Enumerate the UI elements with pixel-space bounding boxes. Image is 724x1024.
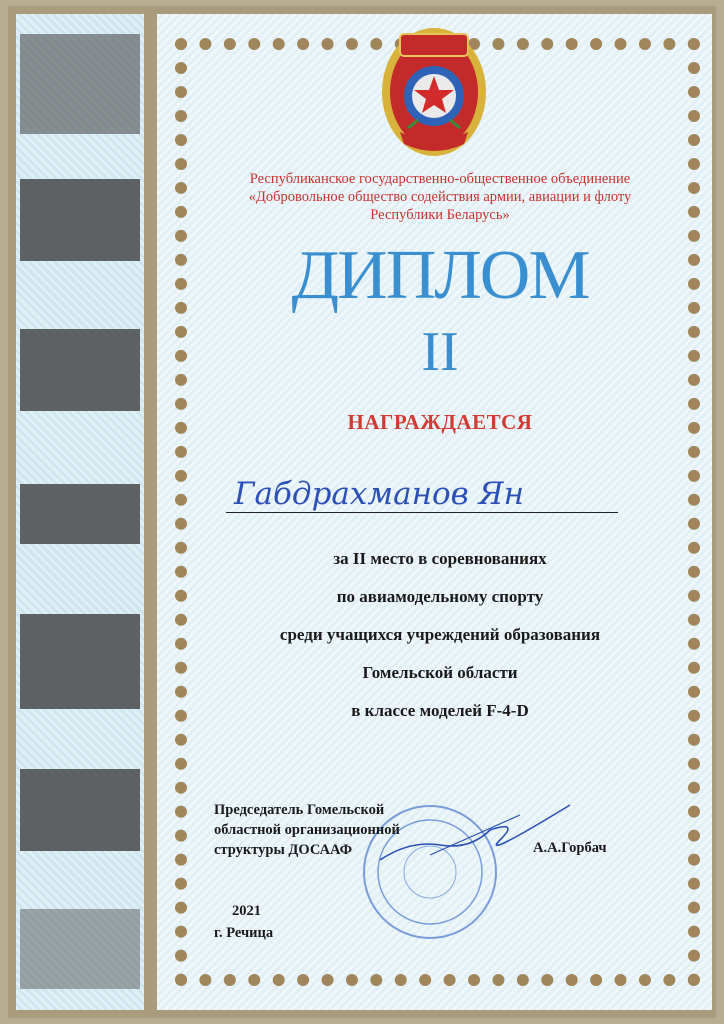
motocross-photo xyxy=(20,329,140,411)
organization-name xyxy=(200,170,680,224)
signatory-line-1: Председатель Гомельской xyxy=(214,802,385,818)
awarded-heading: НАГРАЖДАЕТСЯ xyxy=(347,410,533,434)
reason-line-2: по авиамодельному спорту xyxy=(336,587,544,606)
reason-line-1: за II место в соревнованиях xyxy=(333,549,547,568)
award-reason xyxy=(200,540,680,730)
dosaaf-emblem-icon xyxy=(378,20,490,165)
diver-photo xyxy=(20,769,140,851)
reason-line-4: Гомельской области xyxy=(362,663,518,682)
reason-line-5: в классе моделей F-4-D xyxy=(351,701,529,720)
signatory-line-3: структуры ДОСААФ xyxy=(214,842,353,858)
recipient-underline xyxy=(226,512,618,513)
issue-place: г. Речица xyxy=(214,925,274,941)
shooter-photo xyxy=(20,614,140,709)
organization-line-2: «Добровольное общество содействия армии, авиации и флоту xyxy=(248,189,632,205)
pilot-photo xyxy=(20,179,140,261)
side-photo-strip xyxy=(16,14,144,1010)
reason-line-3: среди учащихся учреждений образования xyxy=(279,625,601,644)
signatory-name: А.А.Горбач xyxy=(533,840,607,856)
diploma-title: ДИПЛОМ xyxy=(291,237,589,314)
issue-year: 2021 xyxy=(232,903,261,919)
organization-line-1: Республиканское государственно-общественное объединение xyxy=(249,171,631,187)
parachute-photo xyxy=(20,34,140,134)
signatory-line-2: областной организационной xyxy=(214,822,400,838)
issue-info xyxy=(214,900,273,944)
wave-photo xyxy=(20,909,140,989)
diploma-degree: II xyxy=(421,321,459,383)
handwritten-signature-icon xyxy=(370,800,580,870)
rally-car-photo xyxy=(20,484,140,544)
recipient-name: Габдрахманов Ян xyxy=(234,476,525,512)
organization-line-3: Республики Беларусь» xyxy=(370,207,510,223)
